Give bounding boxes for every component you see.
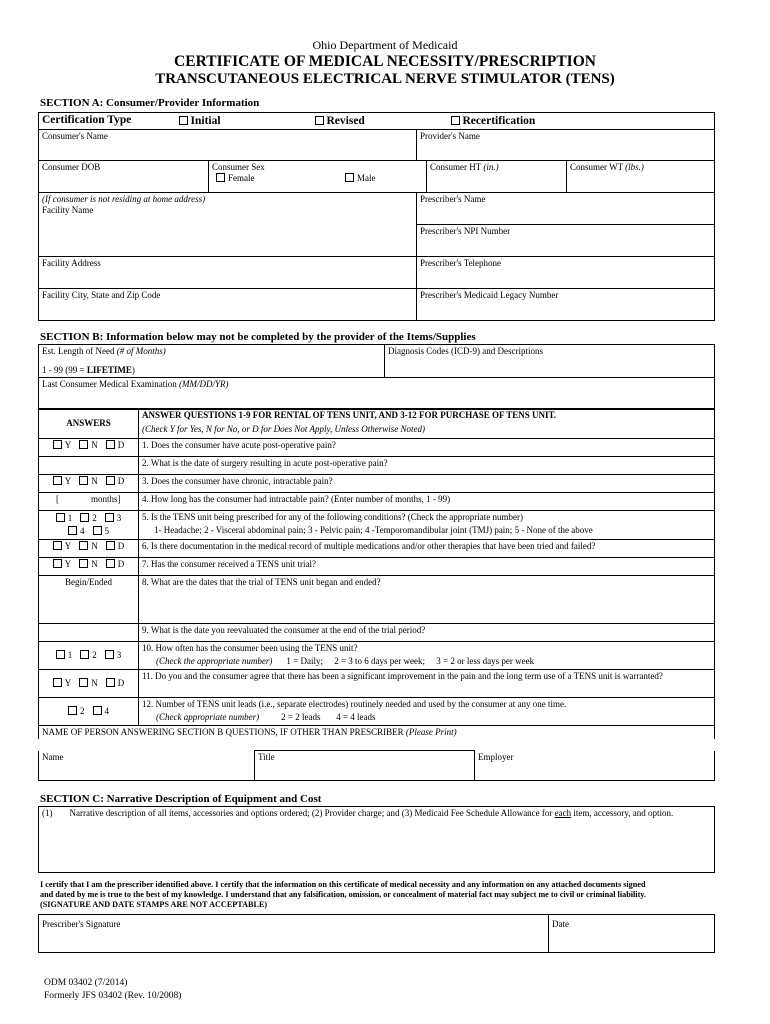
prescriber-legacy-field[interactable]: Prescriber's Medicaid Legacy Number [417,289,715,321]
consumer-height-field[interactable]: Consumer HT (in.) [427,161,567,193]
prescriber-telephone-field[interactable]: Prescriber's Telephone [417,257,715,289]
facility-name-field[interactable]: (If consumer is not residing at home address) Facility Name [39,193,417,257]
certification-statement: I certify that I am the prescriber identified above. I certify that the information on this certificate of medical necessity and any information on any attached documents signed and dated by me is true to the best of my knowledge. I understand that any falsification, omission, or concealment of material fact may subject me to civil or criminal liability. (SIGNATURE AND DATE STAMPS ARE NOT ACCEPTABLE) [40,880,646,909]
revised-checkbox[interactable] [315,116,324,125]
q5-option-1-checkbox[interactable] [56,513,65,522]
form-title-line1: CERTIFICATE OF MEDICAL NECESSITY/PRESCRIPTION [174,53,596,70]
signature-date-field[interactable]: Date [549,915,715,953]
last-exam-field[interactable]: Last Consumer Medical Examination (MM/DD/YR) [39,378,715,410]
question-4: 4. How long has the consumer had intractable pain? (Enter number of months, 1 - 99) [139,493,715,511]
section-b-answerer-heading: NAME OF PERSON ANSWERING SECTION B QUESTIONS, IF OTHER THAN PRESCRIBER (Please Print) [39,726,715,740]
form-number: ODM 03402 (7/2014) [44,978,128,988]
instructions-header: ANSWER QUESTIONS 1-9 FOR RENTAL OF TENS UNIT, AND 3-12 FOR PURCHASE OF TENS UNIT. (Check Y for Yes, N for No, or D for Does Not Apply, Unless Otherwise Noted) [139,409,715,439]
q6-yes-checkbox[interactable] [53,541,62,550]
question-8: 8. What are the dates that the trial of TENS unit began and ended? [139,576,715,624]
question-9: 9. What is the date you reevaluated the consumer at the end of the trial period? [139,624,715,642]
question-2: 2. What is the date of surgery resulting in acute post-operative pain? [139,457,715,475]
section-c-heading: SECTION C: Narrative Description of Equipment and Cost [40,793,322,805]
q10-option-3-checkbox[interactable] [105,650,114,659]
answerer-title-field[interactable]: Title [255,751,475,781]
section-b-heading: SECTION B: Information below may not be completed by the provider of the Items/Supplies [40,331,476,343]
q5-option-5-checkbox[interactable] [93,526,102,535]
narrative-description-field[interactable]: Narrative description of all items, accessories and options ordered; (2) Provider charge; and (3) Medicaid Fee Schedule Allowance for each item, accessory, and option. [67,807,715,873]
agency-name: Ohio Department of Medicaid [312,38,458,52]
q3-answer: Y N D [39,475,139,493]
q6-no-checkbox[interactable] [79,541,88,550]
question-6: 6. Is there documentation in the medical record of multiple medications and/or other therapies that have been tried and failed? [139,540,715,558]
female-checkbox[interactable] [216,173,225,182]
question-1: 1. Does the consumer have acute post-operative pain? [139,439,715,457]
facility-address-field[interactable]: Facility Address [39,257,417,289]
section-a-table [38,112,715,321]
q7-no-checkbox[interactable] [79,559,88,568]
provider-name-field[interactable]: Provider's Name [417,130,715,161]
q12-option-4-checkbox[interactable] [93,706,102,715]
q5-option-3-checkbox[interactable] [105,513,114,522]
est-length-field[interactable]: Est. Length of Need (# of Months) 1 - 99 (99 = LIFETIME) [39,345,385,378]
male-option[interactable]: Male [345,173,376,184]
q10-option-1-checkbox[interactable] [56,650,65,659]
certification-type-label: Certification Type [42,114,132,126]
questions-table [38,408,715,739]
form-title-line2: TRANSCUTANEOUS ELECTRICAL NERVE STIMULATOR (TENS) [155,71,615,87]
q7-answer: Y N D [39,558,139,576]
q12-answer: 2 4 [39,698,139,726]
prescriber-signature-field[interactable]: Prescriber's Signature [39,915,549,953]
q10-option-2-checkbox[interactable] [80,650,89,659]
q3-no-checkbox[interactable] [79,476,88,485]
q4-months-field[interactable]: [ months] [39,493,139,511]
question-10: 10. How often has the consumer been using the TENS unit? (Check the appropriate number) 1 = Daily; 2 = 3 to 6 days per week; 3 = 2 or less days per week [139,642,715,670]
male-checkbox[interactable] [345,173,354,182]
q11-yes-checkbox[interactable] [53,678,62,687]
section-c-table [38,806,715,873]
q11-answer: Y N D [39,670,139,698]
q3-na-checkbox[interactable] [106,476,115,485]
signature-table [38,914,715,953]
initial-checkbox[interactable] [179,116,188,125]
former-form-number: Formerly JFS 03402 (Rev. 10/2008) [44,991,182,1001]
q7-yes-checkbox[interactable] [53,559,62,568]
q6-na-checkbox[interactable] [106,541,115,550]
prescriber-npi-field[interactable]: Prescriber's NPI Number [417,225,715,257]
q1-yes-checkbox[interactable] [53,440,62,449]
q5-option-4-checkbox[interactable] [68,526,77,535]
q5-option-2-checkbox[interactable] [80,513,89,522]
recertification-checkbox[interactable] [451,116,460,125]
certification-type-row [39,113,715,130]
question-11: 11. Do you and the consumer agree that there has been a significant improvement in the pain and the long term use of a TENS unit is warranted? [139,670,715,698]
q6-answer: Y N D [39,540,139,558]
initial-option[interactable]: Initial [179,116,221,127]
recertification-option[interactable]: Recertification [451,116,536,127]
answers-header: ANSWERS [39,409,139,439]
answerer-table [38,750,715,781]
question-7: 7. Has the consumer received a TENS unit trial? [139,558,715,576]
q8-begin-ended-field[interactable]: Begin/Ended [39,576,139,624]
q10-answer: 1 2 3 [39,642,139,670]
q1-answer: Y N D [39,439,139,457]
q11-na-checkbox[interactable] [106,678,115,687]
consumer-name-field[interactable]: Consumer's Name [39,130,417,161]
q2-answer-field[interactable] [39,457,139,475]
q1-no-checkbox[interactable] [79,440,88,449]
q7-na-checkbox[interactable] [106,559,115,568]
consumer-sex-field: Consumer Sex Female Male [209,161,427,193]
answerer-name-field[interactable]: Name [39,751,255,781]
facility-city-field[interactable]: Facility City, State and Zip Code [39,289,417,321]
section-b-top-table [38,344,715,410]
diagnosis-codes-field[interactable]: Diagnosis Codes (ICD-9) and Descriptions [385,345,715,378]
question-3: 3. Does the consumer have chronic, intractable pain? [139,475,715,493]
revised-option[interactable]: Revised [315,116,365,127]
section-a-heading: SECTION A: Consumer/Provider Information [40,97,260,109]
q11-no-checkbox[interactable] [79,678,88,687]
narrative-item-number: (1) [39,807,67,873]
answerer-employer-field[interactable]: Employer [475,751,715,781]
q9-answer-field[interactable] [39,624,139,642]
consumer-weight-field[interactable]: Consumer WT (lbs.) [567,161,715,193]
q3-yes-checkbox[interactable] [53,476,62,485]
question-12: 12. Number of TENS unit leads (i.e., separate electrodes) routinely needed and used by the consumer at any one time. (Check appropriate number) 2 = 2 leads 4 = 4 leads [139,698,715,726]
q1-na-checkbox[interactable] [106,440,115,449]
q5-answer: 1 2 3 4 5 [39,511,139,540]
question-5: 5. Is the TENS unit being prescribed for any of the following conditions? (Check the appropriate number) 1- Headache; 2 - Visceral abdominal pain; 3 - Pelvic pain; 4 -Temporomandibular joint (TMJ) pain; 5 - None of the above [139,511,715,540]
female-option[interactable]: Female [216,173,255,183]
q12-option-2-checkbox[interactable] [68,706,77,715]
consumer-dob-field[interactable]: Consumer DOB [39,161,209,193]
prescriber-name-field[interactable]: Prescriber's Name [417,193,715,225]
